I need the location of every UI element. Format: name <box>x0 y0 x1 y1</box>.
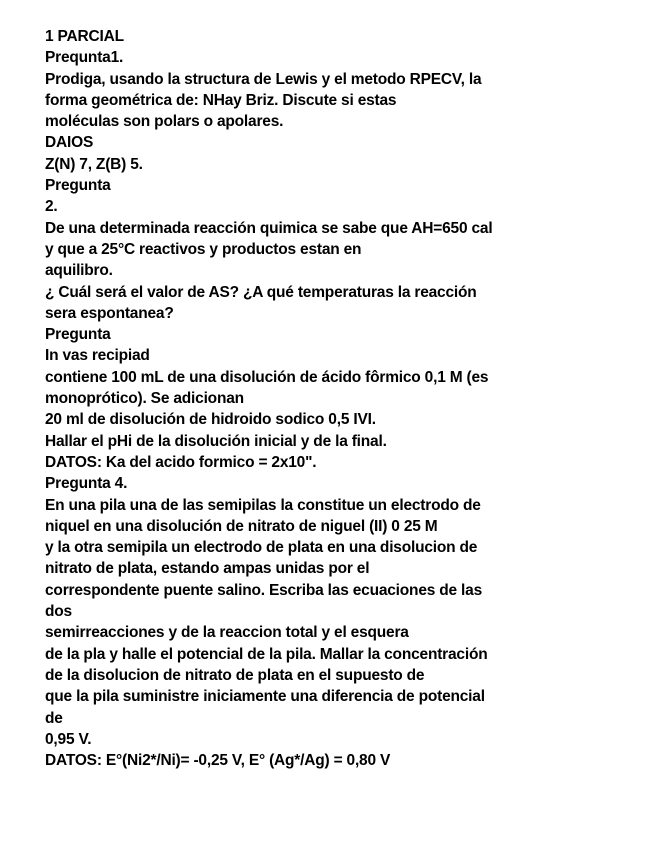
question-4-text-line: de <box>45 709 63 727</box>
question-4-text-line: de la pla y halle el potencial de la pila. Mallar la concentración <box>45 645 488 663</box>
question-4-text-line: que la pila suministre iniciamente una diferencia de potencial <box>45 688 485 706</box>
question-3-text-line: 20 ml de disolución de hidroido sodico 0,5 IVI. <box>45 411 376 429</box>
question-2-text-line: y que a 25°C reactivos y productos estan en <box>45 240 362 258</box>
question-3-text-line: Hallar el pHi de la disolución inicial y de la final. <box>45 432 387 450</box>
question-4-data-line: DATOS: E°(Ni2*/Ni)= -0,25 V, E° (Ag*/Ag) = 0,80 V <box>45 752 391 770</box>
question-3-text-line: contiene 100 mL de una disolución de ácido fôrmico 0,1 M (es <box>45 368 489 386</box>
question-4-text-line: correspondente puente salino. Escriba las ecuaciones de las <box>45 581 483 599</box>
question-2-heading: Pregunta <box>45 177 111 195</box>
question-4-text-line: dos <box>45 603 72 621</box>
question-2-text-line: De una determinada reacción quimica se sabe que AH=650 cal <box>45 219 493 237</box>
question-1-data-line: Z(N) 7, Z(B) 5. <box>45 155 143 173</box>
question-1-text-line: forma geométrica de: NHay Briz. Discute si estas <box>45 91 397 109</box>
question-4-text-line: En una pila una de las semipilas la constitue un electrodo de <box>45 496 481 514</box>
question-4-text-line: semirreacciones y de la reaccion total y el esquera <box>45 624 409 642</box>
question-4-text-line: niquel en una disolución de nitrato de niguel (II) 0 25 M <box>45 517 438 535</box>
question-2-number: 2. <box>45 198 58 216</box>
question-4-text-line: de la disolucion de nitrato de plata en el supuesto de <box>45 666 425 684</box>
question-3-text-line: In vas recipiad <box>45 347 150 365</box>
question-3-heading: Pregunta <box>45 326 111 344</box>
question-3-data-line: DATOS: Ka del acido formico = 2x10". <box>45 453 317 471</box>
exam-title: 1 PARCIAL <box>45 28 124 45</box>
question-3-text-line: monoprótico). Se adicionan <box>45 390 244 408</box>
question-2-text-line: ¿ Cuál será el valor de AS? ¿A qué temperaturas la reacción <box>45 283 477 301</box>
question-4-text-line: 0,95 V. <box>45 730 92 748</box>
question-2-text-line: aquilibro. <box>45 262 113 280</box>
question-1-text-line: moléculas son polars o apolares. <box>45 113 284 131</box>
question-1-text-line: Prodiga, usando la structura de Lewis y el metodo RPECV, la <box>45 70 482 88</box>
question-4-text-line: y la otra semipila un electrodo de plata en una disolucion de <box>45 539 478 557</box>
question-4-text-line: nitrato de plata, estando ampas unidas por el <box>45 560 370 578</box>
question-1-heading: Prequnta1. <box>45 49 124 67</box>
question-2-text-line: sera espontanea? <box>45 304 174 322</box>
question-1-data-heading: DAIOS <box>45 134 94 152</box>
document-body <box>45 26 645 771</box>
question-4-heading: Pregunta 4. <box>45 475 128 493</box>
